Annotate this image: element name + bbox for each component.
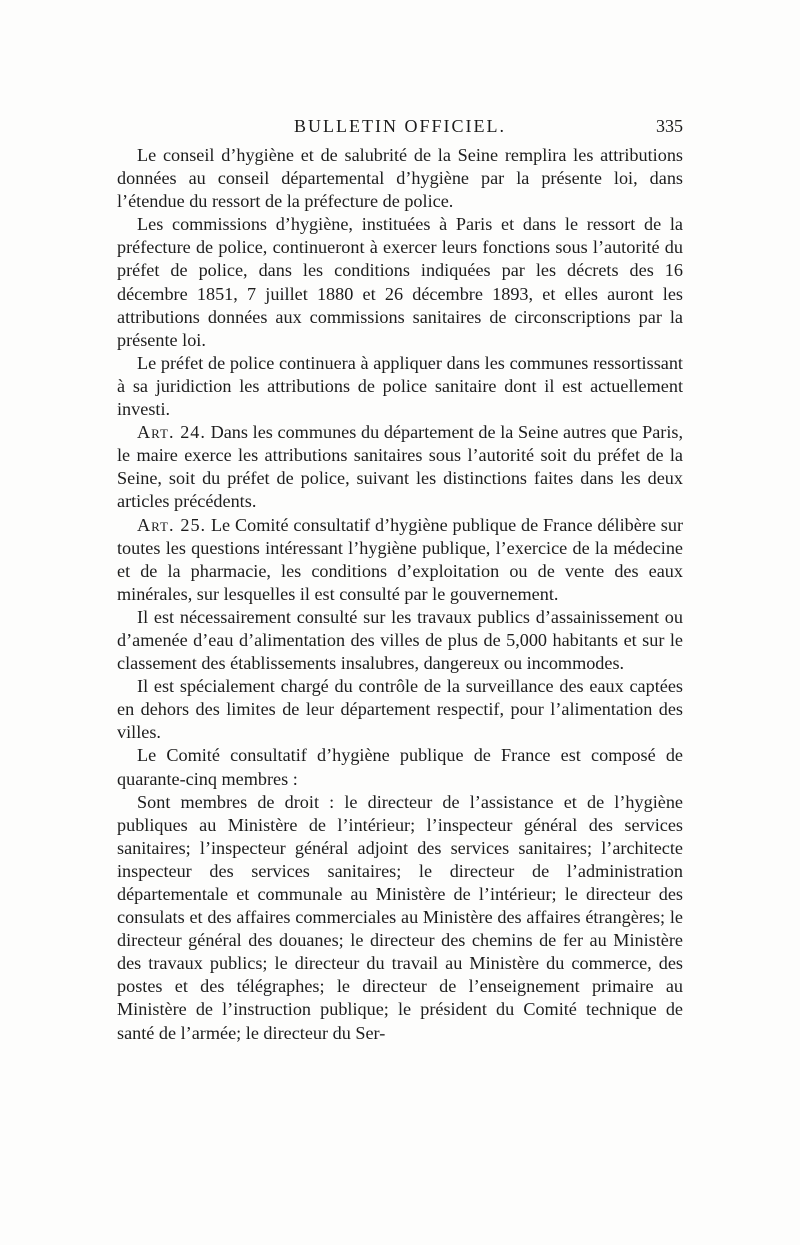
paragraph-text: Les commissions d’hygiène, instituées à Paris et dans le ressort de la préfecture de police, continueront à exercer leurs fonctions sous l’autorité du préfet de police, dans les conditions indiquées par les décrets des 16 décembre 1851, 7 juillet 1880 et 26 décembre 1893, et elles auront les attributions données aux commissions sanitaires de circonscriptions par la présente loi. bbox=[117, 214, 683, 350]
paragraph bbox=[117, 213, 683, 352]
page-header bbox=[117, 116, 683, 140]
article-label: Art. 25. bbox=[137, 514, 207, 535]
paragraph-text: Il est nécessairement consulté sur les travaux publics d’assainissement ou d’amenée d’eau d’alimentation des villes de plus de 5,000 habitants et sur le classement des établissements insalubres, dangereux ou incommodes. bbox=[117, 606, 683, 674]
paragraph bbox=[117, 421, 683, 513]
paragraph bbox=[117, 744, 683, 790]
paragraph bbox=[117, 514, 683, 606]
paragraph bbox=[117, 791, 683, 1045]
article-label: Art. 24. bbox=[137, 422, 206, 443]
paragraph-text: Le préfet de police continuera à appliquer dans les communes ressortissant à sa juridiction les attributions de police sanitaire dont il est actuellement investi. bbox=[117, 352, 683, 420]
paragraph-text: Le Comité consultatif d’hygiène publique de France délibère sur toutes les questions intéressant l’hygiène publique, l’exercice de la médecine et de la pharmacie, les conditions d’exploitation ou de vente des eaux minérales, sur lesquelles il est consulté par le gouvernement. bbox=[117, 514, 683, 604]
page-number: 335 bbox=[656, 116, 683, 136]
paragraph bbox=[117, 144, 683, 213]
paragraph-text: Le conseil d’hygiène et de salubrité de la Seine remplira les attributions données au conseil départemental d’hygiène par la présente loi, dans l’étendue du ressort de la préfecture de police. bbox=[117, 145, 683, 212]
paragraph-text: Sont membres de droit : le directeur de l’assistance et de l’hygiène publiques au Ministère de l’intérieur; l’inspecteur général des services sanitaires; l’inspecteur général adjoint des services sanitaires; l’architecte inspecteur des services sanitaires; le directeur de l’administration départementale et communale au Ministère de l’intérieur; le directeur des consulats et des affaires commerciales au Ministère des affaires étrangères; le directeur général des douanes; le directeur des chemins de fer au Ministère des travaux publics; le directeur du travail au Ministère du commerce, des postes et des télégraphes; le directeur de l’enseignement primaire au Ministère de l’instruction publique; le président du Comité technique de santé de l’armée; le directeur du Ser- bbox=[117, 791, 683, 1043]
paragraph-text: Le Comité consultatif d’hygiène publique de France est composé de quarante-cinq membres : bbox=[117, 745, 683, 789]
paragraph bbox=[117, 606, 683, 675]
running-title: BULLETIN OFFICIEL. bbox=[294, 116, 506, 136]
paragraph-text: Il est spécialement chargé du contrôle de la surveillance des eaux captées en dehors des limites de leur département respectif, pour l’alimentation des villes. bbox=[117, 676, 683, 743]
paragraph bbox=[117, 352, 683, 421]
paragraph bbox=[117, 675, 683, 744]
paragraph-text: Dans les communes du département de la Seine autres que Paris, le maire exerce les attributions sanitaires sous l’autorité soit du préfet de la Seine, soit du préfet de police, suivant les distinctions faites dans les deux articles précédents. bbox=[117, 422, 683, 512]
body-text bbox=[117, 144, 683, 1045]
